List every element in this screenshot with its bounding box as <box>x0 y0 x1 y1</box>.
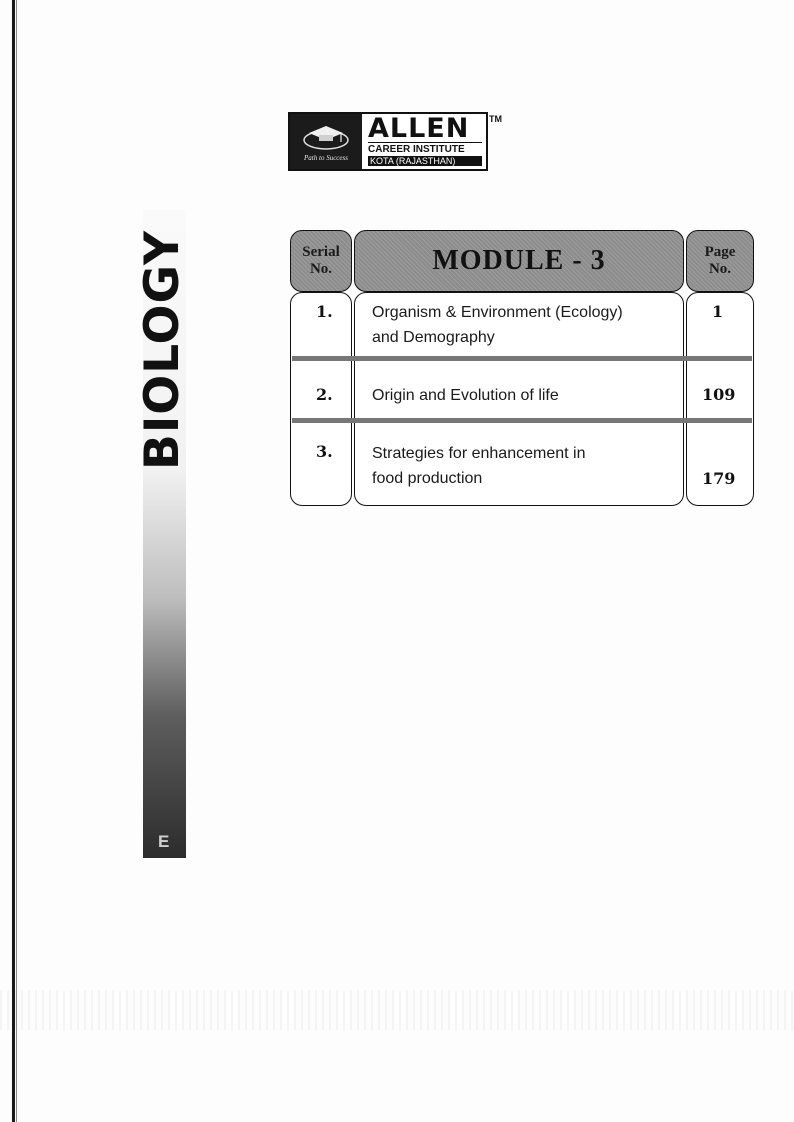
allen-logo <box>288 112 488 171</box>
scan-edge <box>12 0 15 1122</box>
edition-letter: E <box>158 832 170 851</box>
logo-emblem <box>290 114 362 169</box>
row-page: 109 <box>702 385 736 404</box>
row-title <box>372 441 585 491</box>
row-divider <box>292 356 752 361</box>
scan-edge-shadow <box>16 0 17 1122</box>
logo-tagline: Path to Success <box>304 153 348 162</box>
row-page: 1 <box>712 302 724 321</box>
scan-noise <box>0 990 794 1030</box>
row-title-line: Organism & Environment (Ecology) <box>372 304 623 321</box>
logo-text <box>362 114 486 169</box>
module-title: MODULE - 3 <box>432 245 606 276</box>
row-serial: 3. <box>316 442 333 461</box>
row-title <box>372 383 559 408</box>
serial-header-label: Serial No. <box>302 244 340 277</box>
row-title-line: food production <box>372 470 483 487</box>
module-contents-table <box>290 230 754 508</box>
row-page: 179 <box>702 469 736 488</box>
row-title-line: and Demography <box>372 329 495 346</box>
row-title <box>372 300 623 350</box>
module-header <box>354 230 684 292</box>
logo-institute: CAREER INSTITUTE <box>368 142 482 155</box>
row-serial: 2. <box>316 385 333 404</box>
logo-brand: ALLEN <box>368 113 470 144</box>
logo-location: KOTA (RAJASTHAN) <box>368 156 482 166</box>
row-title-line: Origin and Evolution of life <box>372 387 559 404</box>
row-serial: 1. <box>316 302 333 321</box>
serial-header <box>290 230 352 292</box>
subject-title: BIOLOGY <box>135 229 190 470</box>
page-header <box>686 230 754 292</box>
row-divider <box>292 418 752 423</box>
page-header-label: Page No. <box>704 244 736 277</box>
trademark-mark: TM <box>489 114 502 124</box>
row-title-line: Strategies for enhancement in <box>372 445 586 462</box>
graduation-cap-icon <box>299 122 353 152</box>
